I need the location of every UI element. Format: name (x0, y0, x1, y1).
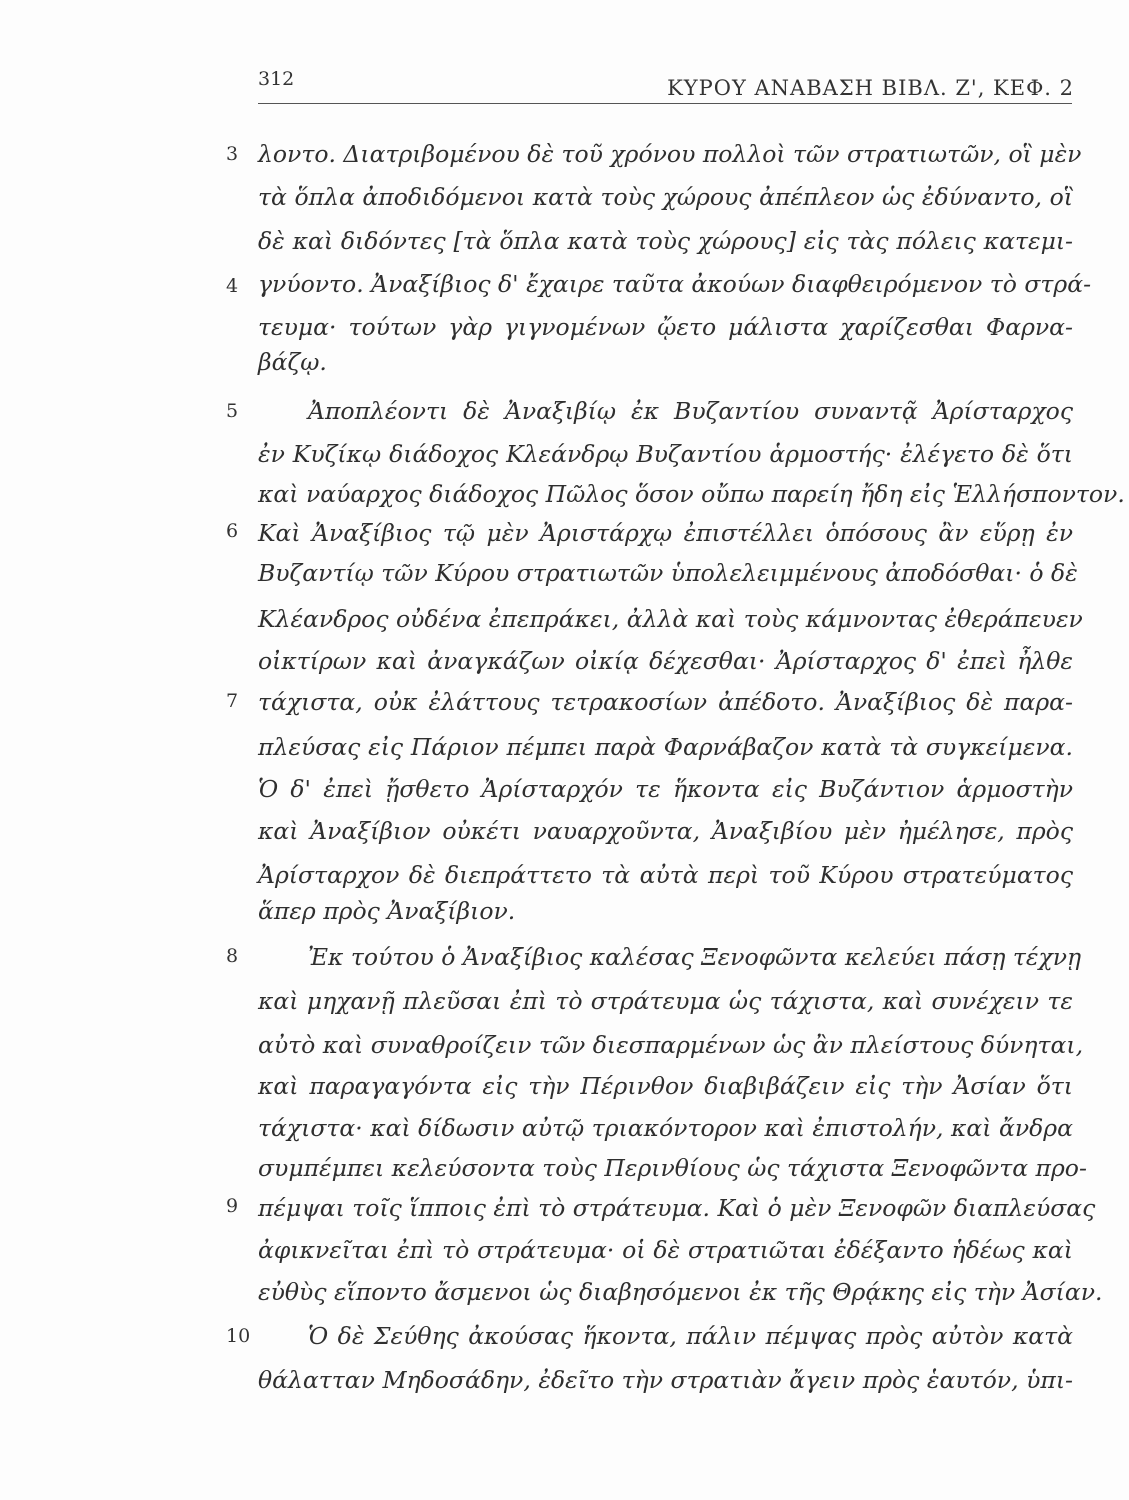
section-number: 8 (226, 945, 239, 967)
section-number: 7 (226, 690, 239, 712)
text-line: λοντο. Διατριβομένου δὲ τοῦ χρόνου πολλοὶ τῶν στρατιωτῶν, οἳ μὲν (258, 140, 1082, 168)
page-number: 312 (258, 68, 295, 90)
section-number: 10 (226, 1325, 251, 1347)
text-line: Ὁ δ' ἐπεὶ ᾔσθετο Ἀρίσταρχόν τε ἥκοντα εἰς Βυζάντιον ἁρμοστὴν (258, 775, 1073, 803)
text-line: δὲ καὶ διδόντες [τὰ ὅπλα κατὰ τοὺς χώρους] εἰς τὰς πόλεις κατεμι- (258, 227, 1073, 255)
text-line: θάλατταν Μηδοσάδην, ἐδεῖτο τὴν στρατιὰν ἄγειν πρὸς ἑαυτόν, ὑπι- (258, 1366, 1073, 1394)
section-number: 6 (226, 520, 239, 542)
section-number: 3 (226, 143, 239, 165)
text-line: συμπέμπει κελεύσοντα τοὺς Περινθίους ὡς τάχιστα Ξενοφῶντα προ- (258, 1154, 1087, 1182)
section-number: 4 (226, 275, 239, 297)
text-line: Ἐκ τούτου ὁ Ἀναξίβιος καλέσας Ξενοφῶντα κελεύει πάσῃ τέχνῃ (308, 943, 1082, 971)
text-line: Ἀποπλέοντι δὲ Ἀναξιβίῳ ἐκ Βυζαντίου συναντᾷ Ἀρίσταρχος (308, 397, 1073, 425)
text-line: εὐθὺς εἵποντο ἄσμενοι ὡς διαβησόμενοι ἐκ τῆς Θρᾴκης εἰς τὴν Ἀσίαν. (258, 1278, 1103, 1306)
text-line: ἅπερ πρὸς Ἀναξίβιον. (258, 897, 516, 925)
text-line: καὶ παραγαγόντα εἰς τὴν Πέρινθον διαβιβάζειν εἰς τὴν Ἀσίαν ὅτι (258, 1072, 1073, 1100)
text-line: ἀφικνεῖται ἐπὶ τὸ στράτευμα· οἱ δὲ στρατιῶται ἐδέξαντο ἡδέως καὶ (258, 1236, 1073, 1264)
section-number: 9 (226, 1195, 239, 1217)
text-line: αὐτὸ καὶ συναθροίζειν τῶν διεσπαρμένων ὡς ἂν πλείστους δύνηται, (258, 1031, 1084, 1059)
text-line: γνύοντο. Ἀναξίβιος δ' ἔχαιρε ταῦτα ἀκούων διαφθειρόμενον τὸ στρά- (258, 270, 1092, 298)
text-line: τάχιστα, οὐκ ἐλάττους τετρακοσίων ἀπέδοτο. Ἀναξίβιος δὲ παρα- (258, 688, 1073, 716)
text-line: καὶ ναύαρχος διάδοχος Πῶλος ὅσον οὔπω παρείη ἤδη εἰς Ἑλλήσποντον. (258, 480, 1125, 508)
text-line: Ὁ δὲ Σεύθης ἀκούσας ἥκοντα, πάλιν πέμψας πρὸς αὐτὸν κατὰ (308, 1322, 1073, 1350)
text-line: πέμψαι τοῖς ἵπποις ἐπὶ τὸ στράτευμα. Καὶ ὁ μὲν Ξενοφῶν διαπλεύσας (258, 1194, 1096, 1222)
text-line: Βυζαντίῳ τῶν Κύρου στρατιωτῶν ὑπολελειμμένους ἀποδόσθαι· ὁ δὲ (258, 559, 1078, 587)
text-line: καὶ μηχανῇ πλεῦσαι ἐπὶ τὸ στράτευμα ὡς τάχιστα, καὶ συνέχειν τε (258, 987, 1073, 1015)
text-line: ἐν Κυζίκῳ διάδοχος Κλεάνδρῳ Βυζαντίου ἁρμοστής· ἐλέγετο δὲ ὅτι (258, 440, 1073, 468)
header-rule (258, 103, 1072, 104)
text-line: βάζῳ. (258, 348, 327, 376)
text-line: οἰκτίρων καὶ ἀναγκάζων οἰκίᾳ δέχεσθαι· Ἀρίσταρχος δ' ἐπεὶ ἦλθε (258, 647, 1073, 675)
text-line: τάχιστα· καὶ δίδωσιν αὐτῷ τριακόντορον καὶ ἐπιστολήν, καὶ ἄνδρα (258, 1114, 1073, 1142)
text-line: πλεύσας εἰς Πάριον πέμπει παρὰ Φαρνάβαζον κατὰ τὰ συγκείμενα. (258, 733, 1073, 761)
section-number: 5 (226, 400, 239, 422)
text-line: Καὶ Ἀναξίβιος τῷ μὲν Ἀριστάρχῳ ἐπιστέλλει ὁπόσους ἂν εὕρῃ ἐν (258, 519, 1073, 547)
text-line: καὶ Ἀναξίβιον οὐκέτι ναυαρχοῦντα, Ἀναξιβίου μὲν ἠμέλησε, πρὸς (258, 817, 1073, 845)
running-head: ΚΥΡΟΥ ΑΝΑΒΑΣΗ ΒΙΒΛ. Ζ', ΚΕΦ. 2 (667, 76, 1074, 100)
text-line: τὰ ὅπλα ἀποδιδόμενοι κατὰ τοὺς χώρους ἀπέπλεον ὡς ἐδύναντο, οἳ (258, 183, 1073, 211)
page-header (0, 0, 1129, 110)
text-line: Ἀρίσταρχον δὲ διεπράττετο τὰ αὐτὰ περὶ τοῦ Κύρου στρατεύματος (258, 861, 1073, 889)
text-line: τευμα· τούτων γὰρ γιγνομένων ᾤετο μάλιστα χαρίζεσθαι Φαρνα- (258, 313, 1073, 341)
text-line: Κλέανδρος οὐδένα ἐπεπράκει, ἀλλὰ καὶ τοὺς κάμνοντας ἐθεράπευεν (258, 605, 1083, 633)
